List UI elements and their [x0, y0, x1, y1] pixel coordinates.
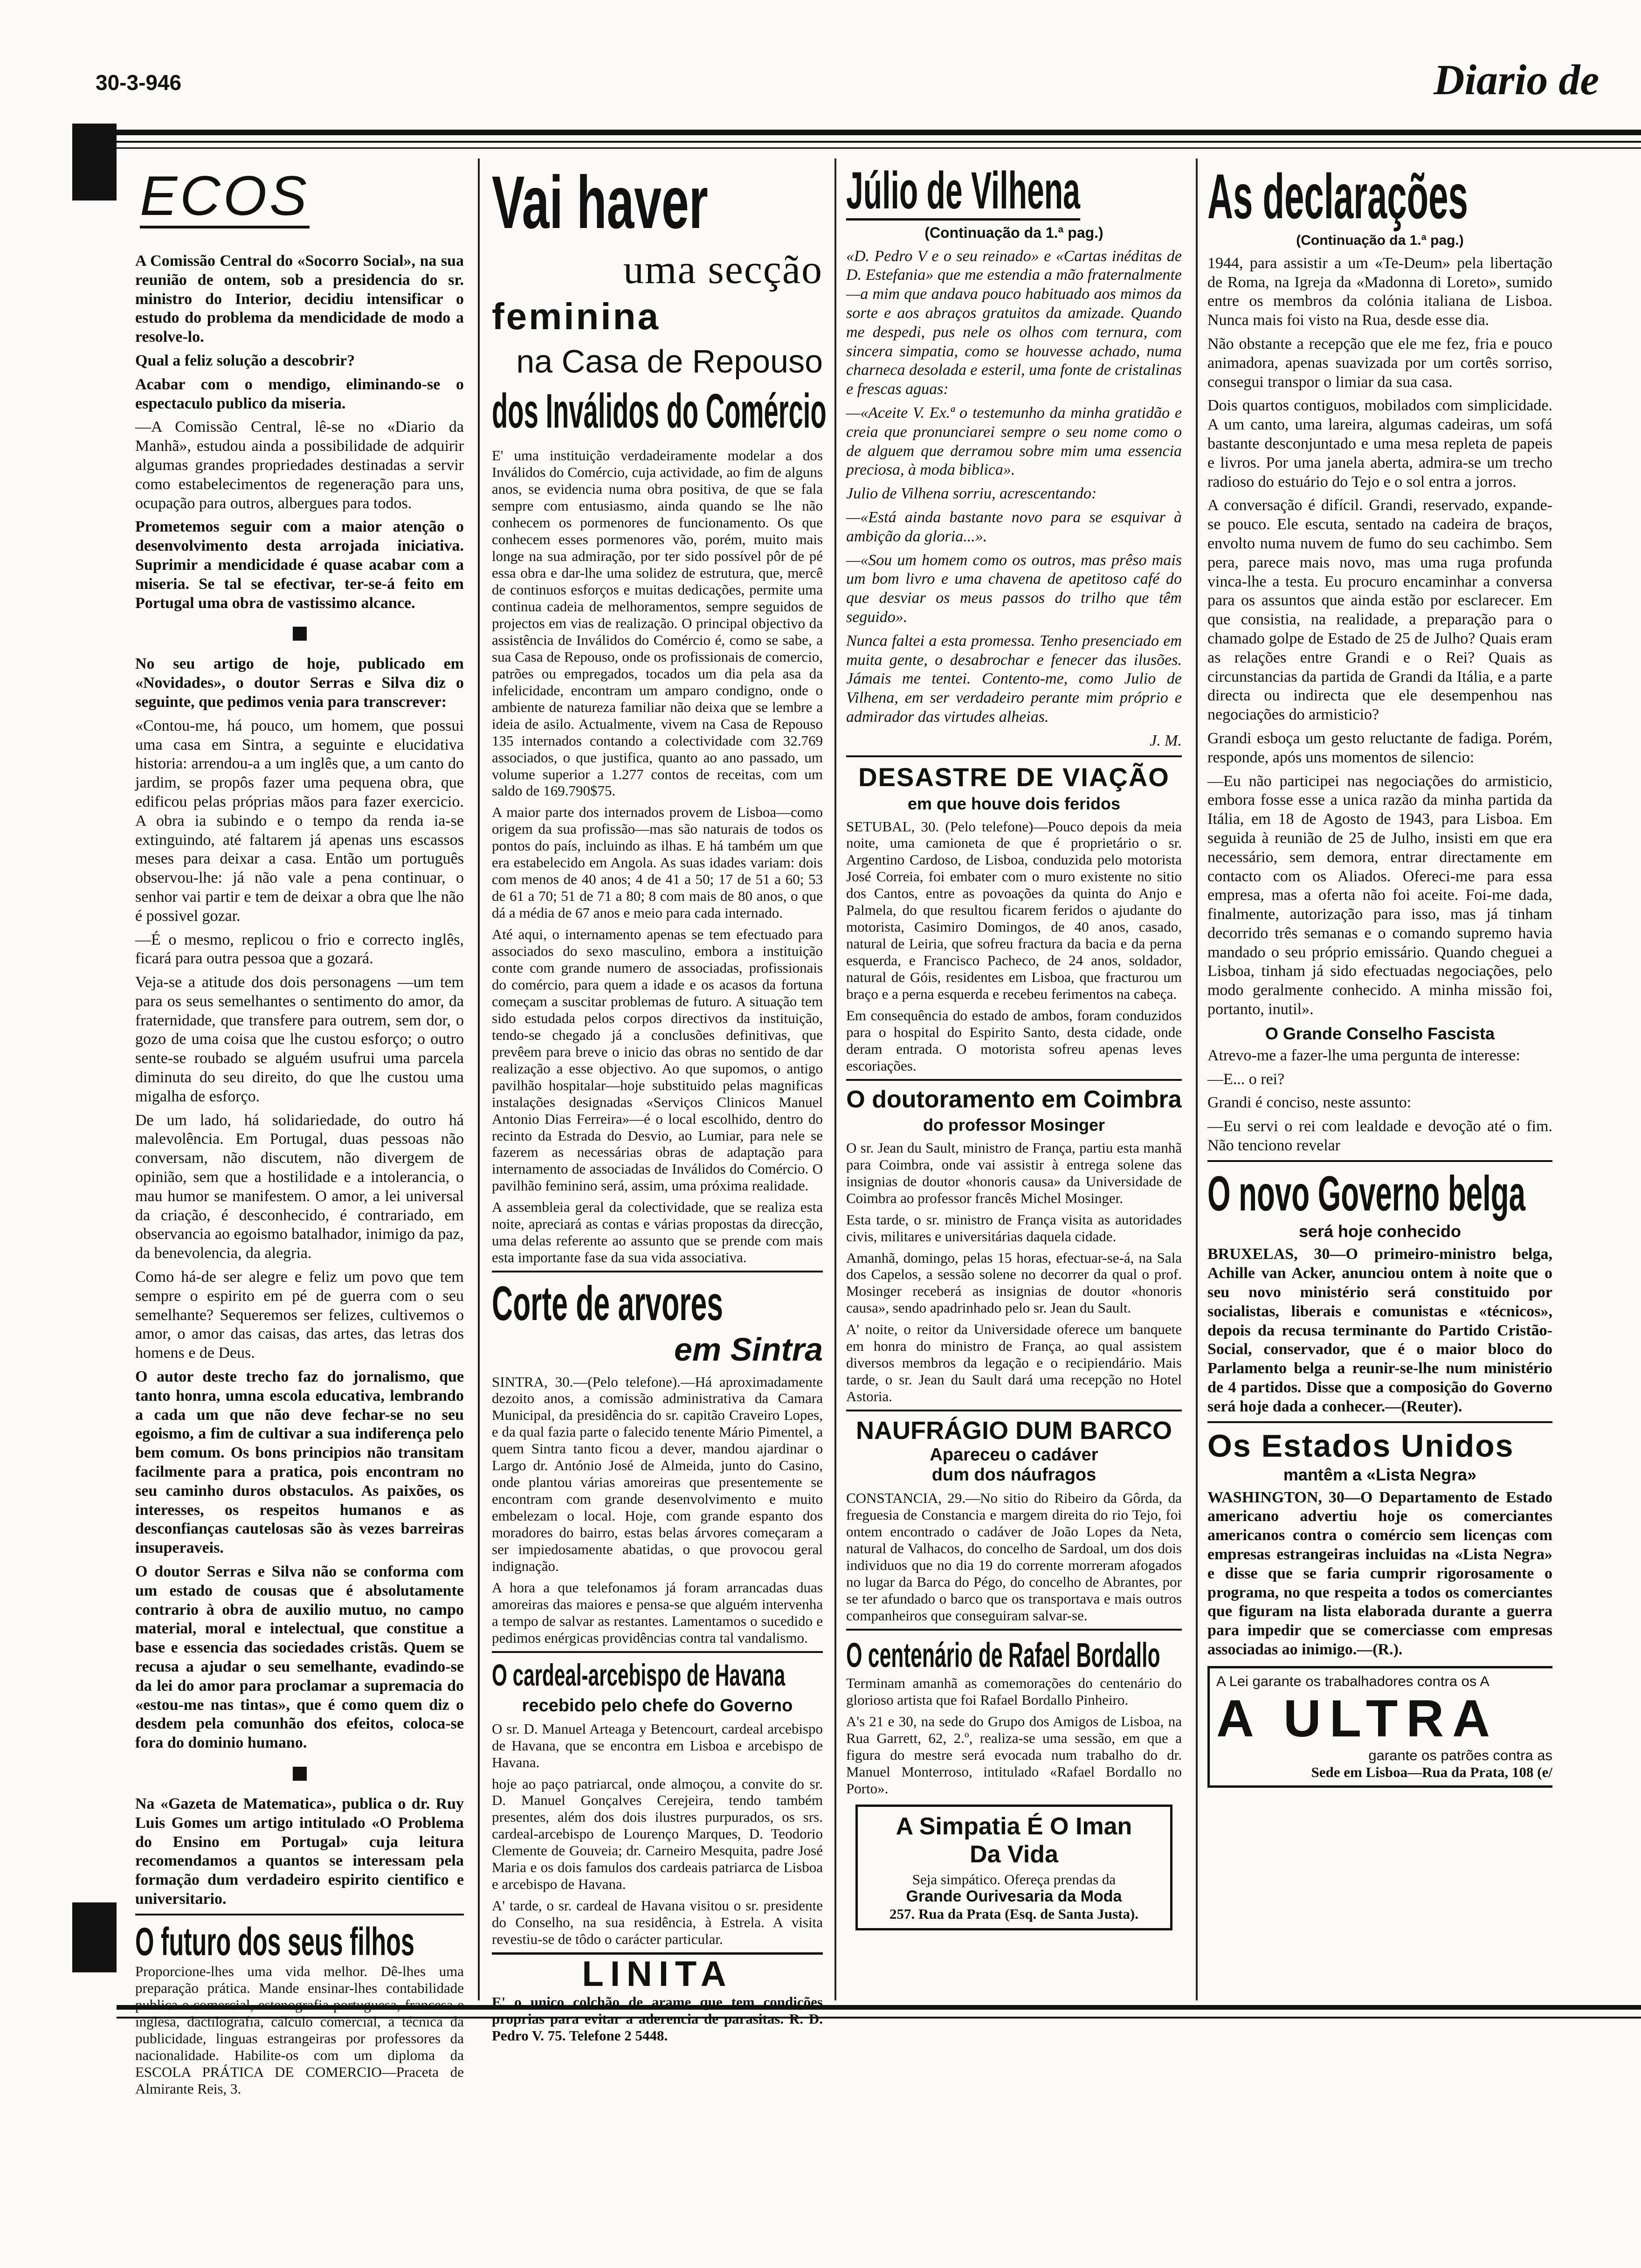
- invalidos-paragraph: A assembleia geral da colectividade, que se realiza esta noite, apreciará as contas e várias propostas da direcção, uma delas referente ao assunto que se prende com mais esta importante fase da sua vida associativa.: [492, 1199, 823, 1266]
- cardeal-title: O cardeal-arcebispo de Havana: [492, 1657, 786, 1692]
- coimbra-paragraph: Amanhã, domingo, pelas 15 horas, efectuar-se-á, na Sala dos Capelos, a sessão solene no decorrer da qual o prof. Mosinger receberá as insignias de doutor «honoris causa», sendo apadrinhado pelo sr. Jean du Sault.: [846, 1249, 1182, 1316]
- vilhena-continuation: (Continuação da 1.ª pag.): [924, 224, 1103, 241]
- belga-title: O novo Governo belga: [1207, 1166, 1526, 1221]
- ultra-line: garante os patrões contra as: [1368, 1747, 1552, 1763]
- serras-quote: —É o mesmo, replicou o frio e correcto inglês, ficará para outra pessoa que a gozará.: [135, 931, 464, 968]
- futuro-title: O futuro dos seus filhos: [135, 1919, 414, 1964]
- issue-date: 30-3-946: [96, 70, 182, 95]
- ultra-title: A ULTRA: [1216, 1689, 1499, 1748]
- desastre-paragraph: SETUBAL, 30. (Pelo telefone)—Pouco depois da meia noite, uma camioneta de que é proprietário o sr. Argentino Cardoso, de Lisboa, conduzida pelo motorista José Correia, foi embater com o muro existente no sitio dos Cantos, entre as povoações da quinta do Anjo e Palmela, do que resultou ficarem feridos o ajudante do motorista, Casimiro Domingos, de 40 anos, casado, natural de Leiria, que sofreu fractura da bacia e da perna esquerda, e Francisco Pacheco, de 24 anos, soldador, natural de Góis, residentes em Lisboa, que fracturou um braço e a perna esquerda e recebeu ferimentos na cabeça.: [846, 818, 1182, 1003]
- cardeal-paragraph: hoje ao paço patriarcal, onde almoçou, a convite do sr. D. Manuel Gonçalves Cerejeira, tendo também presentes, além dos dois ilustres purpurados, os srs. cardeal-arcebispo de Lourenço Marques, D. Teodorio Clemente de Gouveia; dr. Carneiro Mesquita, padre José Maria e os dois famulos dos cardeais patriarca de Lisboa e arcebispo de Havana.: [492, 1775, 823, 1893]
- coimbra-paragraph: Esta tarde, o sr. ministro de França visita as autoridades civis, militares e universitárias daquela cidade.: [846, 1211, 1182, 1245]
- vilhena-paragraph: —«Sou um homem como os outros, mas prêso mais um bom livro e uma chavena de apetitoso café do que desviar os meus passos do trilho que têm seguido».: [846, 551, 1182, 626]
- left-black-bar: [72, 124, 117, 201]
- serras-intro: No seu artigo de hoje, publicado em «Novidades», o doutor Serras e Silva diz o seguinte, que pedimos venia para transcrever:: [135, 655, 464, 711]
- simpatia-title-2: Da Vida: [970, 1840, 1058, 1868]
- vilhena-paragraph: —«Está ainda bastante novo para se esquivar à ambição da gloria...».: [846, 508, 1182, 545]
- vilhena-paragraph: Nunca faltei a esta promessa. Tenho presenciado em muita gente, o desabrochar e fenecer das ilusões. Jámais me tentei. Contento-me, como Julio de Vilhena, em ser verdadeiro perante mim próprio e admirador das virtudes alheias.: [846, 632, 1182, 726]
- section-rule: [846, 1629, 1182, 1631]
- invalidos-paragraph: A maior parte dos internados provem de Lisboa—como origem da sua profissão—mas são naturais de todos os pontos do país, incluindo as ilhas. E há também um que era estabelecido em Angola. As suas idades variam: dois com menos de 40 anos; 4 de 41 a 50; 17 de 51 a 60; 53 de 61 a 70; 51 de 71 a 80; 8 com mais de 80 anos, o que dá a média de 67 anos e meio para cada internado.: [492, 804, 823, 921]
- section-rule: [846, 1079, 1182, 1081]
- conselho-paragraph: —E... o rei?: [1207, 1070, 1285, 1088]
- declaracoes-paragraph: Dois quartos contiguos, mobilados com simplicidade. A um canto, uma lareira, algumas cadeiras, um sofá bastante desconjuntado e uma mesa repleta de papeis e livros. Por uma janela aberta, admira-se um trecho radioso do estuário do Tejo e o sol entra a jorros.: [1207, 397, 1552, 491]
- column-declaracoes: [1207, 163, 1552, 1991]
- vilhena-paragraph: Julio de Vilhena sorriu, acrescentando:: [846, 485, 1097, 503]
- corte-paragraph: SINTRA, 30.—(Pelo telefone).—Há aproximadamente dezoito anos, a comissão administrativa da Camara Municipal, da presidência do sr. capitão Craveiro Lopes, e da qual fazia parte o falecido tenente Mário Pimentel, a quem Sintra tanto ficou a dever, mandou ajardinar o Largo dr. António José de Almeida, junto do Casino, onde plantou várias amoreiras que presentemente se encontram com grande desenvolvimento e muito embelezam o local. Hoje, com grande espanto dos moradores do bairro, estas belas árvores começaram a ser impiedosamente abatidas, o que provocou geral indignação.: [492, 1373, 823, 1575]
- simpatia-ad: [855, 1805, 1172, 1931]
- naufragio-paragraph: CONSTANCIA, 29.—No sitio do Ribeiro da Gôrda, da freguesia de Constancia e margem direita do rio Tejo, foi ontem encontrado o cadáver de João Lopes da Neta, natural de Valhacos, do concelho de Sardoal, um dos dois individuos que no dia 19 do corrente morreram afogados no lugar da Barca do Pégo, do concelho de Abrantes, por se ter afundado o barco que os transportava e mais outros companheiros que conseguiram salvar-se.: [846, 1490, 1182, 1624]
- section-rule: [492, 1651, 823, 1653]
- coimbra-kicker: do professor Mosinger: [923, 1115, 1105, 1134]
- section-rule: [1207, 1160, 1552, 1162]
- coimbra-paragraph: O sr. Jean du Sault, ministro de França, partiu esta manhã para Coimbra, onde vai assistir à entrega solene das insignias de doutor «honoris causa» da Universidade de Coimbra ao professor francês Michel Mosinger.: [846, 1139, 1182, 1206]
- simpatia-title: A Simpatia É O Iman: [896, 1812, 1132, 1840]
- section-divider: [293, 1767, 307, 1781]
- conselho-paragraph: —Eu servi o rei com lealdade e devoção até o fim. Não tenciono revelar: [1207, 1118, 1552, 1155]
- vilhena-title: Júlio de Vilhena: [846, 161, 1080, 220]
- coimbra-title: O doutoramento em Coimbra: [846, 1086, 1182, 1113]
- section-rule: [846, 755, 1182, 757]
- corte-subtitle: em Sintra: [674, 1331, 823, 1368]
- belga-body: BRUXELAS, 30—O primeiro-ministro belga, Achille van Acker, anunciou ontem à noite que o seu novo ministério será constituido por socialistas, liberais e comunistas e «técnicos», depois da recusa terminante do Partido Cristão-Social, conservador, que é o maior bloco do Parlamento belga a reunir-se-lhe num ministério de 4 partidos. Disse que a composição do Governo será hoje dada a conhecer.—(Reuter).: [1207, 1245, 1552, 1415]
- simpatia-store: Grande Ourivesaria da Moda: [906, 1888, 1122, 1906]
- coimbra-paragraph: A' noite, o reitor da Universidade oferece um banquete em honra do ministro de França, ao qual assistem diversos membros da legação e o recipiendário. Mais tarde, o sr. Jean du Sault dará uma recepção no Hotel Astoria.: [846, 1321, 1182, 1405]
- ecos-paragraph: Qual a feliz solução a descobrir?: [135, 352, 355, 369]
- naufragio-title: NAUFRÁGIO DUM BARCO: [856, 1417, 1172, 1445]
- vilhena-paragraph: —«Aceite V. Ex.ª o testemunho da minha gratidão e creia que pronunciarei sempre o seu nome como o de alguem que derramou sobre mim uma essencia preciosa, à moda biblica».: [846, 404, 1182, 479]
- headline-feminina: feminina: [492, 296, 660, 337]
- eua-kicker: mantêm a «Lista Negra»: [1283, 1465, 1477, 1484]
- linita-body: E' o unico colchão de arame que tem condições proprias para evitar a aderencia de parasitas. R. D. Pedro V. 75. Telefone 2 5448.: [492, 1993, 823, 2044]
- corte-paragraph: A hora a que telefonamos já foram arrancadas duas amoreiras das maiores e pensa-se que alguém intervenha a tempo de salvar as restantes. Lamentamos o sucedido e pedimos enérgicas providências contra tal vandalismo.: [492, 1579, 823, 1646]
- bordallo-paragraph: Terminam amanhã as comemorações do centenário do glorioso artista que foi Rafael Bordallo Pinheiro.: [846, 1674, 1182, 1708]
- ecos-paragraph: A Comissão Central do «Socorro Social», na sua reunião de ontem, sob a presidencia do sr. ministro do Interior, decidiu intensificar o estudo do problema da mendicidade de modo a resolve-lo.: [135, 252, 464, 346]
- section-rule: [1207, 1421, 1552, 1423]
- futuro-body: Proporcione-lhes uma vida melhor. Dê-lhes uma preparação prática. Mande ensinar-lhes contabilidade publica e comercial, estenografia portuguesa, francesa e inglesa, dactilografia, cálculo comercial, a técnica da publicidade, linguas estrangeiras por professores da nacionalidade. Habilite-os com um diploma da ESCOLA PRÁTICA DE COMERCIO—Praceta de Almirante Reis, 3.: [135, 1963, 464, 2097]
- column-vilhena: [846, 163, 1182, 1991]
- declaracoes-paragraph: —Eu não participei nas negociações do armisticio, embora fosse esse a unica razão da minha partida da Itália, em 18 de Agosto de 1943, para Lisboa. Em seguida à reunião de 25 de Julho, insisti em que era necessário, sem demora, entrar directamente em contacto com os Aliados. Ofereci-me para essa empresa, mas a oferta não foi aceite. Foi-me dada, finalmente, autorização para isso, mas já tinham decorrido três semanas e o comando supremo havia mandado o seu próprio emissário. Quando cheguei a Lisboa, tinham já sido efectuadas negociações, pelo modo geralmente conhecido. A minha missão foi, portanto, inutil».: [1207, 772, 1552, 1018]
- declaracoes-continuation: (Continuação da 1.ª pag.): [1296, 232, 1464, 248]
- ultra-top: A Lei garante os trabalhadores contra os A: [1216, 1673, 1489, 1689]
- ecos-title: ECOS: [140, 168, 310, 228]
- declaracoes-paragraph: 1944, para assistir a um «Te-Deum» pela libertação de Roma, na Igreja da «Madonna di Loreto», sumido entre os membros da colónia italiana de Lisboa. Nunca mais foi visto na Rua, desde esse dia.: [1207, 254, 1552, 329]
- serras-quote: Veja-se a atitude dos dois personagens —um tem para os seus semelhantes o sentimento do amor, da fraternidade, que transfere para outrem, sem dor, o gozo de uma coisa que lhe custou esforço; o outro sente-se roubado se alguém usufrui uma parcela diminuta do seu direito, do que lhe custou uma migalha de esforço.: [135, 974, 464, 1105]
- serras-comment: O doutor Serras e Silva não se conforma com um estado de cousas que é absolutamente contrario à obra de auxilio mutuo, no campo material, moral e intelectual, que constitue a base e essencia das sociedades cristãs. Quem se recusa a ajudar o seu semelhante, evadindo-se da lei do amor para proclamar a supremacia do «estou-me nas tintas», que é como quem diz o desdem pela comunhão dos efeitos, coloca-se fora do dominio humano.: [135, 1563, 464, 1752]
- section-rule: [846, 1410, 1182, 1411]
- column-separator: [478, 159, 480, 2000]
- column-ecos: [135, 165, 464, 2097]
- linita-title: LINITA: [582, 1954, 733, 1994]
- vilhena-signature: J. M.: [1150, 732, 1182, 749]
- desastre-paragraph: Em consequência do estado de ambos, foram conduzidos para o hospital do Espirito Santo, desta cidade, onde deram entrada. O motorista sofreu apenas leves escoriações.: [846, 1007, 1182, 1074]
- vilhena-paragraph: «D. Pedro V e o seu reinado» e «Cartas inéditas de D. Estefania» que me estendia a mão fraternalmente—a mim que andava pouco habituado aos mimos da sorte e aos abraços gratuitos da amizade. Quando me despedi, pus nele os olhos com ternura, com sincera simpatia, como se houvesse achado, numa charneca desolada e esteril, uma fonte de cristalinas e frescas aguas:: [846, 247, 1182, 398]
- column-separator: [834, 159, 836, 2000]
- cardeal-paragraph: O sr. D. Manuel Arteaga y Betencourt, cardeal arcebispo de Havana, que se encontra em Lisboa e arcebispo de Havana.: [492, 1720, 823, 1770]
- belga-kicker: será hoje conhecido: [1298, 1222, 1462, 1241]
- ultra-ad: [1207, 1666, 1552, 1788]
- corte-title: Corte de arvores: [492, 1277, 723, 1331]
- declaracoes-paragraph: Não obstante a recepção que ele me fez, fria e pouco animadora, apenas suavizada por um cortês sorriso, consegui transpor o limiar da sua casa.: [1207, 335, 1552, 391]
- conselho-title: O Grande Conselho Fascista: [1265, 1023, 1495, 1043]
- serras-quote: Como há-de ser alegre e feliz um povo que tem sempre o espirito em pé de guerra com o seu semelhante? Sequeremos ser felizes, cultivemos o amor, o amor das caisas, das artes, das letras dos homens e de Deus.: [135, 1268, 464, 1362]
- invalidos-paragraph: E' uma instituição verdadeiramente modelar a dos Inválidos do Comércio, cuja actividade, ao fim de alguns anos, se evidencia numa obra positiva, de que se fala sempre com entusiasmo, ainda quando se lhe não conhecem os pormenores de funcionamento. Os que conhecem esses pormenores vão, porém, muito mais longe na sua admiração, por ter sido possível pôr de pé essa obra e dar-lhe uma solidez de estrutura, que, mercê de continuos esforços e muitas dedicações, permite uma continua cadeia de melhoramentos, sempre seguidos de projectos em vias de realização. O principal objectivo da assistência de Inválidos do Comércio é, como se sabe, a sua Casa de Repouso, onde os profissionais de comercio, patrões ou empregados, tocados um dia pela asa da infelicidade, encontram um amparo condigno, onde o ambiente de natureza familiar não deixa que se lembre a ideia de asilo. Actualmente, vivem na Casa de Repouso 135 internados contando a colectividade com 32.769 associados, o que justifica, quanto ao ano passado, um volume superior a 1.277 contos de receitas, com um saldo de 169.790$75.: [492, 447, 823, 799]
- ecos-paragraph: —A Comissão Central, lê-se no «Diario da Manhã», estudou ainda a possibilidade de adquirir algumas grandes propriedades destinadas a servir como estabelecimentos de regeneração para uns, ocupação para outros, albergues para todos.: [135, 418, 464, 512]
- declaracoes-paragraph: Grandi esboça um gesto reluctante de fadiga. Porém, responde, após uns momentos de silencio:: [1207, 729, 1552, 766]
- desastre-title: DESASTRE DE VIAÇÃO: [858, 762, 1170, 792]
- masthead: Diario de: [1434, 56, 1600, 104]
- simpatia-address: 257. Rua da Prata (Esq. de Santa Justa).: [889, 1906, 1138, 1922]
- bordallo-title: O centenário de Rafael Bordallo: [846, 1635, 1160, 1674]
- serras-comment: O autor deste trecho faz do jornalismo, que tanto honra, umna escola educativa, lembrando a cada um que não deve fechar-se no seu egoismo, a fim de cultivar a sua indiferença pelo bem comum. Os bons principios não transitam facilmente para a pratica, pois encontram no seu caminho duros obstaculos. As paixões, os interesses, os respeitos humanos e as desconfianças cautelosas são às vezes barreiras insuperaveis.: [135, 1368, 464, 1557]
- headline-invalidos: dos Inválidos do Comércio: [492, 384, 827, 438]
- declaracoes-paragraph: A conversação é difícil. Grandi, reservado, expande-se pouco. Ele escuta, sentado na cadeira de braços, envolto numa nuvem de fumo do seu cachimbo. Sem pera, parece mais novo, mas uma ruga profunda vinca-lhe a testa. Eu procuro encaminhar a conversa para os assuntos que ainda estão por esclarecer. Em que consistia, na realidade, a preparação para o chamado golpe de Estado de 25 de Julho? Quais eram as relações entre Grandi e o Rei? Quais as circunstancias da partida de Grandi da Itália, e a parte directa ou indirecta que ele desempenhou nas negociações do armisticio?: [1207, 497, 1552, 724]
- eua-body: WASHINGTON, 30—O Departamento de Estado americano advertiu hoje os comerciantes americanos contra o comércio sem licenças com empresas estrangeiras incluidas na «Lista Negra» e disse que se faria cumprir rigorosamente o programa, no que respeita a todos os comerciantes que figuram na lista elaborada durante a guerra para impedir que se comerciasse com empresas associadas ao inimigo.—(R.).: [1207, 1488, 1552, 1658]
- column-invalidos: [492, 160, 827, 2044]
- desastre-kicker: em que houve dois feridos: [907, 794, 1121, 813]
- naufragio-kicker: Apareceu o cadáver: [930, 1445, 1098, 1465]
- section-rule: [135, 1914, 464, 1915]
- section-divider: [293, 627, 307, 641]
- conselho-paragraph: Grandi é conciso, neste assunto:: [1207, 1094, 1412, 1112]
- ecos-paragraph: Acabar com o mendigo, eliminando-se o espectaculo publico da miseria.: [135, 375, 464, 412]
- declaracoes-title: As declarações: [1207, 161, 1468, 232]
- ecos-paragraph: Prometemos seguir com a maior atenção o desenvolvimento desta arrojada iniciativa. Suprimir a mendicidade é quase acabar com a miseria. Se tal se efectivar, ter-se-á feito em Portugal uma obra de vastissimo alcance.: [135, 518, 464, 612]
- conselho-paragraph: Atrevo-me a fazer-lhe uma pergunta de interesse:: [1207, 1046, 1520, 1064]
- cardeal-paragraph: A' tarde, o sr. cardeal de Havana visitou o sr. presidente do Conselho, na sua residência, à Estrela. A visita revestiu-se de tôdo o carácter particular.: [492, 1897, 823, 1948]
- eua-title: Os Estados Unidos: [1207, 1428, 1514, 1464]
- gazeta-note: Na «Gazeta de Matematica», publica o dr. Ruy Luis Gomes um artigo intitulado «O Problema do Ensino em Portugal» cuja leitura recomendamos a quantos se interessam pela formação dum verdadeiro espirito cientifico e universitario.: [135, 1795, 464, 1908]
- invalidos-paragraph: Até aqui, o internamento apenas se tem efectuado para associados do sexo masculino, embora a instituição conte com grande numero de associadas, profissionais do comércio, para quem a idade e os acasos da fortuna começam a suscitar problemas de futuro. A situação tem sido estudada pelos corpos directivos da instituição, tendo-se chegado já a conclusões definitivas, que prevêem para breve o inicio das obras no sentido de dar realização a esse objectivo. Ao que supomos, o antigo pavilhão hospitalar—hoje substituido pelas magnificas instalações designadas «Serviços Clinicos Manuel Antonio Dias Ferreira»—é o local escolhido, dentro do recinto da Estrada do Desvio, ao Lumiar, para nele se fazerem as necessárias obras de adaptação para internamento de associadas de Inválidos do Comércio. O pavilhão feminino será, assim, uma próxima realidade.: [492, 926, 823, 1194]
- ultra-address: Sede em Lisboa—Rua da Prata, 108 (e/: [1311, 1763, 1552, 1780]
- top-rule-thin-2: [117, 147, 1641, 149]
- headline-seccao: uma secção: [623, 247, 823, 292]
- serras-quote: De um lado, há solidariedade, do outro há malevolência. Em Portugal, duas pessoas não conversam, não discutem, não divergem de opinião, sem que a hostilidade e a intolerancia, o mau humor se manifestem. O amor, a lei universal da criação, é desconhecido, é contrariado, em observancia ao egoismo batalhador, inimigo da paz, da benevolencia, da alegria.: [135, 1111, 464, 1262]
- section-rule: [492, 1271, 823, 1272]
- serras-quote: «Contou-me, há pouco, um homem, que possui uma casa em Sintra, a seguinte e elucidativa historia: arrendou-a a um inglês que, a um canto do jardim, se propôs fazer uma pequena obra, que edificou pelas próprias mãos para fazer exercicio. A obra ia subindo e o tempo da renda ia-se extinguindo, até faltarem já apenas uns escassos meses para deixar a casa. Então um português observou-lhe: já não vale a pena continuar, o senhor vai partir e tem de deixar a obra que lhe não é possivel gozar.: [135, 717, 464, 925]
- headline-casa-repouso: na Casa de Repouso: [516, 343, 823, 380]
- bordallo-paragraph: A's 21 e 30, na sede do Grupo dos Amigos de Lisboa, na Rua Garrett, 62, 2.º, realiza-se uma sessão, em que a figura do mestre será evocada num trabalho do dr. Manuel Monterroso, intitulado «Rafael Bordallo no Porto».: [846, 1713, 1182, 1797]
- simpatia-line: Seja simpático. Ofereça prendas da: [912, 1871, 1116, 1888]
- column-separator: [1196, 159, 1198, 2000]
- top-rule-thin: [117, 141, 1641, 143]
- naufragio-kicker-2: dum dos náufragos: [931, 1465, 1096, 1485]
- cardeal-kicker: recebido pelo chefe do Governo: [522, 1695, 793, 1715]
- headline-vai-haver: Vai haver: [492, 160, 708, 244]
- top-rule: [117, 130, 1641, 135]
- left-black-bar-bottom: [72, 1902, 117, 1972]
